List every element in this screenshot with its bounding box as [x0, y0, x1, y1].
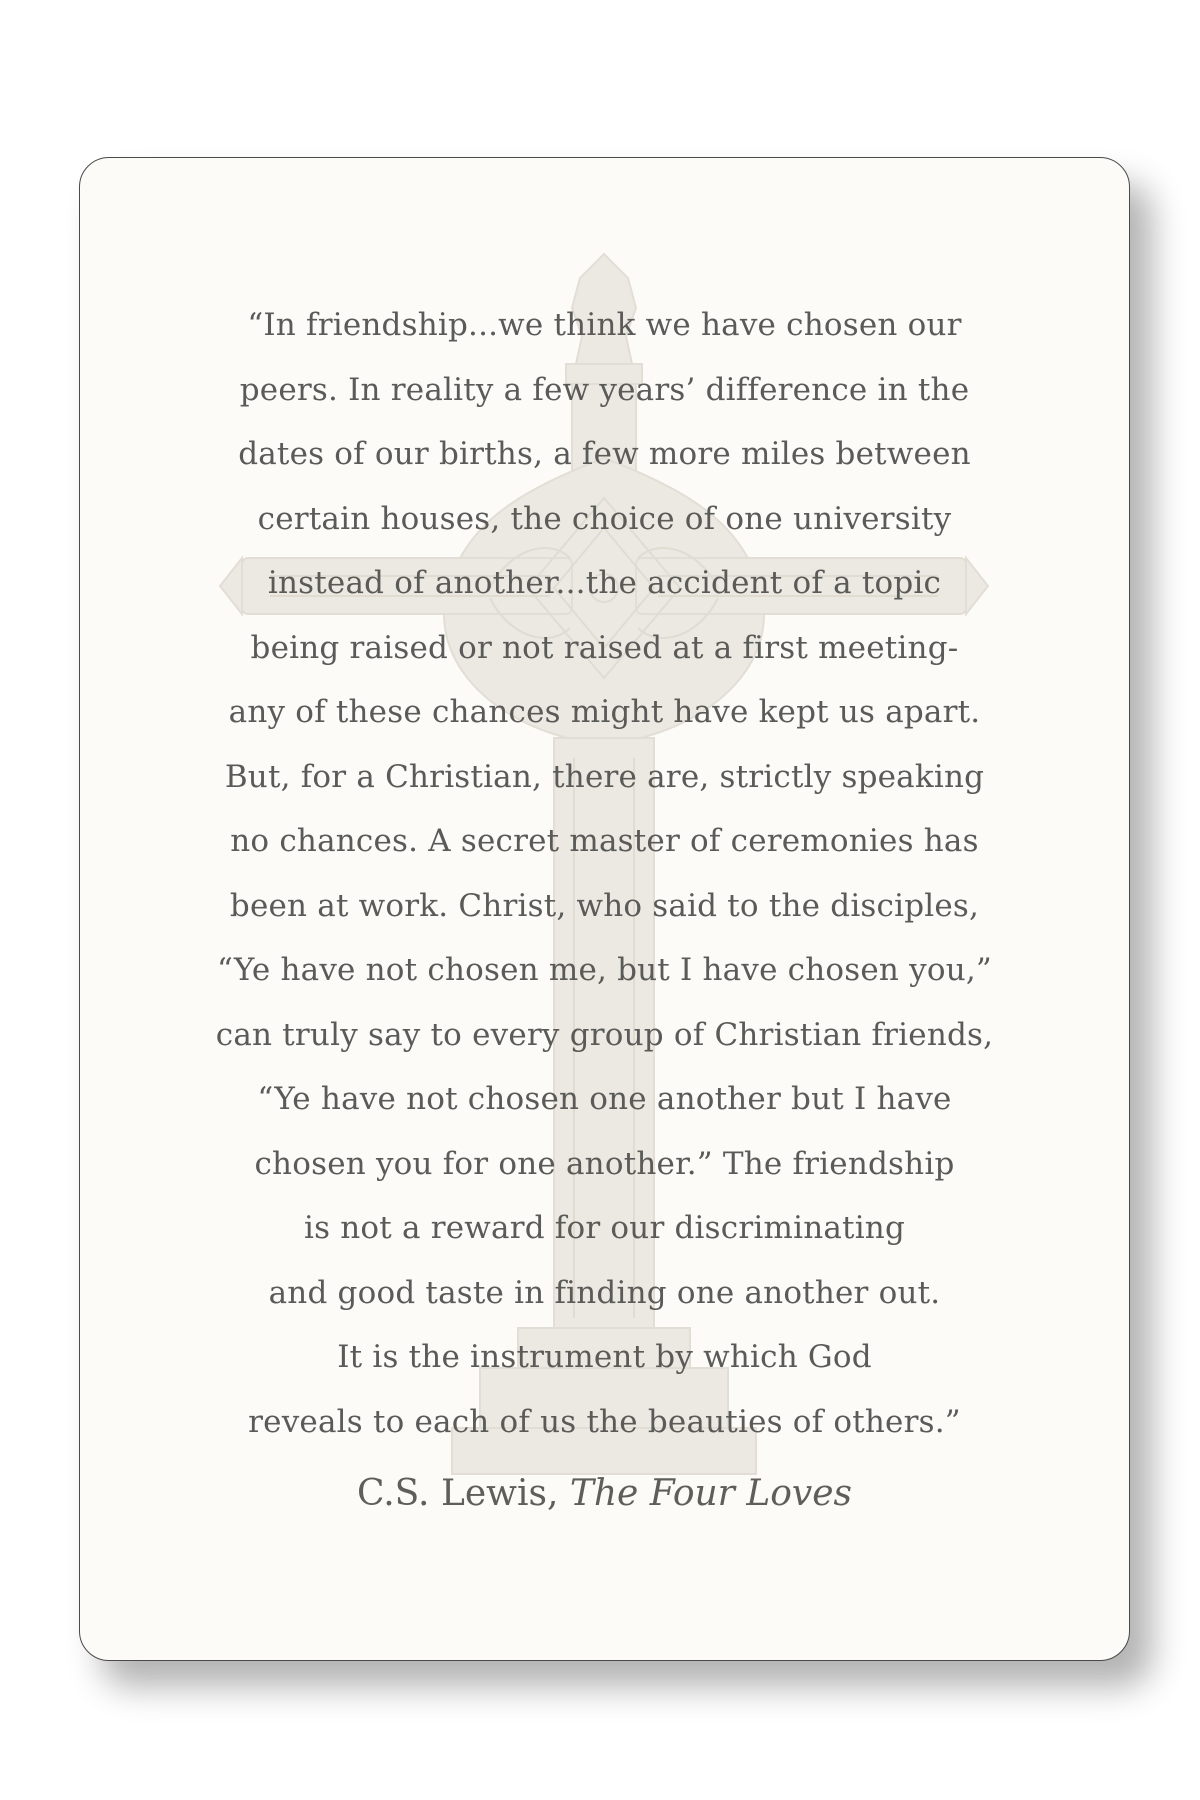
quote-line: being raised or not raised at a first meeting-: [250, 629, 959, 666]
author-name: C.S. Lewis,: [356, 1473, 559, 1514]
quote-line: chosen you for one another.” The friendship: [254, 1145, 955, 1182]
quote-line: reveals to each of us the beauties of others.”: [248, 1403, 961, 1440]
quote-line: certain houses, the choice of one university: [257, 500, 952, 537]
quote-line: no chances. A secret master of ceremonies has: [230, 823, 979, 859]
quote-line: peers. In reality a few years’ difference in the: [239, 371, 970, 408]
quote-line: But, for a Christian, there are, strictly speaking: [224, 758, 985, 795]
attribution: [80, 1472, 1129, 1516]
quote-line: been at work. Christ, who said to the disciples,: [229, 887, 980, 924]
quote-line: can truly say to every group of Christian friends,: [215, 1016, 994, 1053]
quote-line: and good taste in finding one another out.: [268, 1274, 941, 1311]
quote-line: “In friendship...we think we have chosen our: [247, 307, 962, 343]
quote-line: is not a reward for our discriminating: [303, 1210, 906, 1246]
quote-line: any of these chances might have kept us apart.: [228, 694, 981, 730]
quote-line: “Ye have not chosen one another but I have: [257, 1081, 952, 1117]
quote-card: [79, 157, 1130, 1661]
quote-line: It is the instrument by which God: [337, 1339, 872, 1375]
quote-text: [120, 293, 1089, 1454]
quote-line: “Ye have not chosen me, but I have chosen you,”: [217, 952, 992, 988]
book-title: The Four Loves: [569, 1473, 853, 1514]
quote-line: instead of another...the accident of a topic: [267, 565, 942, 601]
quote-line: dates of our births, a few more miles between: [238, 436, 971, 472]
